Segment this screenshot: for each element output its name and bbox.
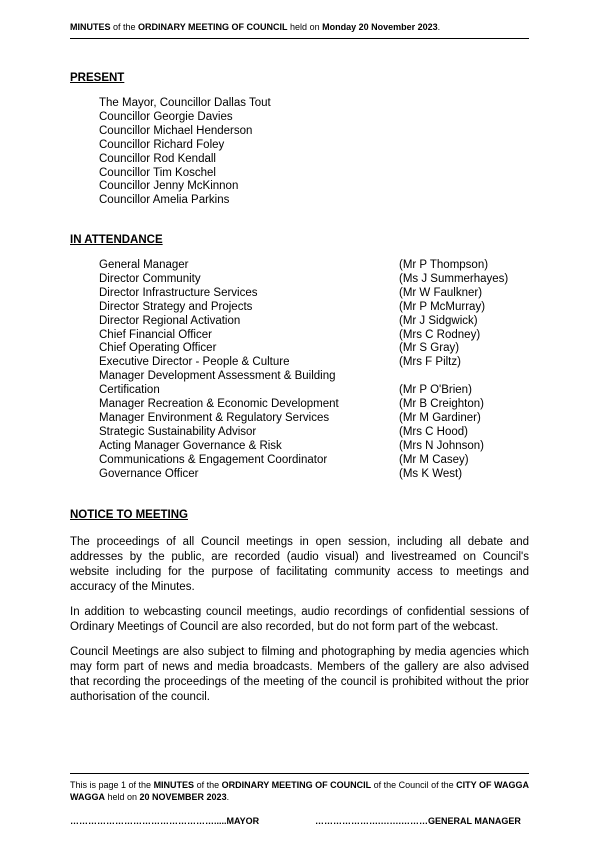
- footer-council-name: CITY OF WAGGA WAGGA: [70, 780, 529, 802]
- attendee-role: Governance Officer: [99, 467, 199, 480]
- attendance-row: [99, 426, 508, 440]
- header-divider: [70, 38, 529, 39]
- header-text: of the: [110, 22, 139, 32]
- footer-period: .: [226, 792, 230, 802]
- attendance-row: [99, 259, 508, 273]
- attendance-row: [99, 287, 508, 301]
- notice-paragraph: In addition to webcasting council meetings, audio recordings of confidential sessions of Ordinary Meetings of Council are also recorded, but do not form part of the webcast.: [70, 606, 529, 633]
- general-manager-signature: ………………….…….………GENERAL MANAGER: [315, 816, 521, 826]
- attendee-name: (Mr P Thompson): [399, 259, 489, 271]
- attendance-row: [99, 342, 508, 356]
- attendee-role: Director Regional Activation: [99, 314, 241, 327]
- present-member: Councillor Richard Foley: [99, 138, 225, 151]
- attendance-row: [99, 356, 508, 370]
- attendance-row: [99, 301, 508, 315]
- page-header: [70, 21, 530, 33]
- footer-text: of the Council of the: [371, 780, 457, 790]
- mayor-signature: ………………………………………….....MAYOR: [70, 816, 260, 826]
- page-footer: [70, 779, 530, 803]
- attendee-name: (Mr S Gray): [399, 342, 460, 355]
- attendee-role: Manager Recreation & Economic Development: [99, 398, 339, 411]
- attendee-name: (Mrs N Johnson): [399, 439, 484, 452]
- attendance-row: [99, 329, 508, 343]
- footer-meeting-type: ORDINARY MEETING OF COUNCIL: [221, 780, 372, 790]
- present-member: Councillor Georgie Davies: [99, 110, 233, 123]
- header-date: Monday 20 November 2023: [322, 22, 438, 32]
- attendee-role: Communications & Engagement Coordinator: [99, 453, 328, 466]
- footer-text: of the: [194, 780, 222, 790]
- attendance-row: [99, 412, 508, 426]
- attendee-role: Manager Environment & Regulatory Services: [99, 411, 330, 424]
- attendee-name: (Mrs C Hood): [399, 425, 469, 438]
- attendee-name: (Mr M Casey): [399, 453, 469, 466]
- attendance-row: [99, 384, 508, 398]
- attendee-name: (Ms K West): [399, 467, 463, 480]
- attendee-name: (Mr M Gardiner): [399, 411, 481, 424]
- footer-date: 20 NOVEMBER 2023: [139, 792, 227, 802]
- attendance-row: [99, 273, 508, 287]
- present-member: Councillor Tim Koschel: [99, 166, 216, 179]
- header-meeting-type: ORDINARY MEETING OF COUNCIL: [138, 22, 288, 32]
- present-member: Councillor Jenny McKinnon: [99, 180, 239, 193]
- attendee-name: (Mr P McMurray): [399, 300, 486, 313]
- attendance-row: [99, 398, 508, 412]
- notice-heading: NOTICE TO MEETING: [70, 509, 188, 521]
- footer-divider: [70, 773, 529, 774]
- header-period: .: [437, 22, 441, 32]
- attendee-role: Director Infrastructure Services: [99, 286, 258, 299]
- attendee-name: (Ms J Summerhayes): [399, 272, 509, 285]
- notice-paragraph: The proceedings of all Council meetings in open session, including all debate and addresses by the public, are recorded (audio visual) and livestreamed on Council's website including for the purpose of facilitating community access to meetings and accuracy of the Minutes.: [70, 536, 529, 593]
- present-heading: PRESENT: [70, 72, 125, 84]
- present-member: Councillor Michael Henderson: [99, 124, 253, 137]
- attendance-list: [99, 259, 508, 482]
- header-minutes: MINUTES: [70, 22, 111, 32]
- present-list: [99, 97, 271, 208]
- attendee-name: (Mr W Faulkner): [399, 286, 483, 299]
- attendance-row: [99, 454, 508, 468]
- attendee-role: Director Community: [99, 272, 201, 285]
- attendee-role: General Manager: [99, 259, 189, 271]
- attendee-role: Chief Operating Officer: [99, 342, 217, 355]
- footer-text: This is page 1 of the: [70, 780, 154, 790]
- attendee-role: Executive Director - People & Culture: [99, 356, 290, 369]
- attendance-row: [99, 468, 508, 482]
- footer-text: held on: [105, 792, 140, 802]
- attendee-name: (Mrs F Piltz): [399, 356, 461, 369]
- attendee-name: (Mrs C Rodney): [399, 328, 481, 341]
- attendee-role: Acting Manager Governance & Risk: [99, 439, 282, 452]
- attendee-role: Certification: [99, 384, 160, 397]
- attendee-name: (Mr J Sidgwick): [399, 314, 478, 327]
- attendance-row: [99, 315, 508, 329]
- present-member: Councillor Rod Kendall: [99, 152, 216, 165]
- attendee-name: (Mr P O'Brien): [399, 384, 472, 397]
- present-member: The Mayor, Councillor Dallas Tout: [99, 97, 271, 109]
- attendance-heading: IN ATTENDANCE: [70, 234, 163, 246]
- attendee-role: Director Strategy and Projects: [99, 300, 253, 313]
- attendance-row: [99, 440, 508, 454]
- footer-minutes: MINUTES: [153, 780, 195, 790]
- header-text: held on: [287, 22, 323, 32]
- attendance-row: [99, 370, 508, 384]
- attendee-name: (Mr B Creighton): [399, 398, 484, 411]
- notice-paragraph: Council Meetings are also subject to filming and photographing by media agencies which may form part of news and media broadcasts. Members of the gallery are also advised that recording the proceedings of the meeting of the council is prohibited without the prior authorisation of the council.: [70, 646, 529, 703]
- attendee-role: Chief Financial Officer: [99, 328, 212, 341]
- present-member: Councillor Amelia Parkins: [99, 194, 230, 207]
- attendee-role: Manager Development Assessment & Building: [99, 370, 336, 383]
- attendee-role: Strategic Sustainability Advisor: [99, 425, 257, 438]
